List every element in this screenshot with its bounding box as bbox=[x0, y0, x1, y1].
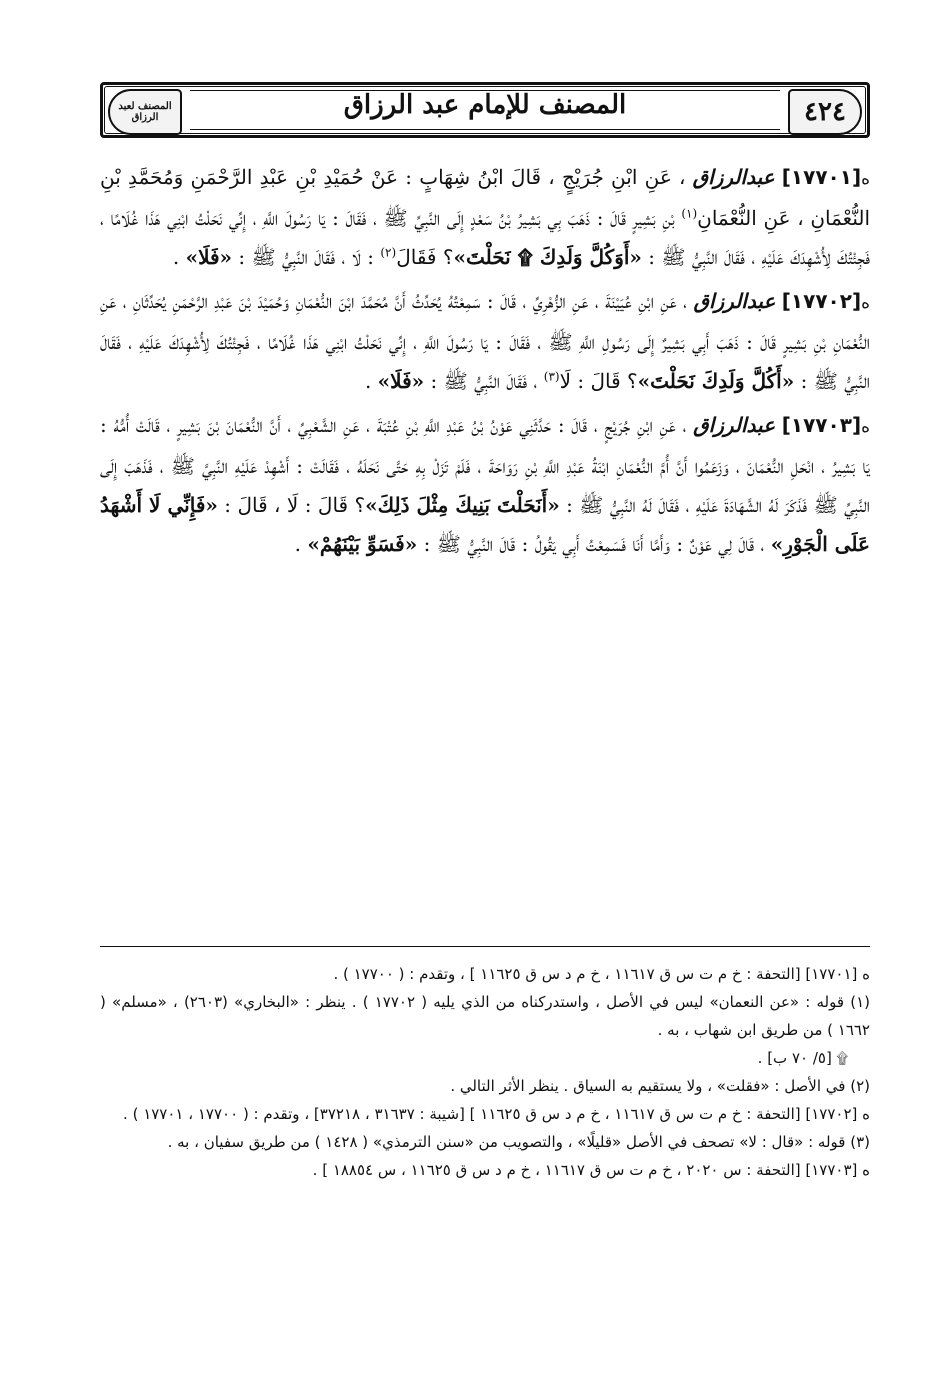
hadith-text: ؟ قَالَ : لَا bbox=[559, 369, 638, 393]
page-header bbox=[100, 82, 870, 138]
footnote-ref: (٢) bbox=[380, 245, 397, 260]
hadith-17702 bbox=[100, 282, 870, 401]
book-title: المصنف للإمام عبد الرزاق bbox=[343, 90, 627, 120]
footnote-tuhfa-17701: ه [١٧٧٠١] [التحفة : خ م ت س ق ١١٦١٧ ، خ م د س ق ١١٦٢٥ ] ، وتقدم : ( ١٧٧٠٠ ) . bbox=[333, 965, 870, 983]
hadith-text: بْنِ بَشِيرٍ قَالَ : ذَهَبَ بِي بَشِيرُ بْنُ سَعْدٍ إِلَى النَّبِيِّ ﷺ ، فَقَالَ : يَا رَسُولَ اللَّهِ ، إِنِّي نَحَلْتُ ابْنِي هَذَا غُلَامًا ، فَجِئْتُكَ لِأُشْهِدَكَ عَلَيْهِ ، فَقَالَ النَّبِيُّ ﷺ : bbox=[100, 206, 870, 269]
hadith-text: . bbox=[172, 245, 186, 269]
author-name: عبدالرزاق bbox=[693, 289, 776, 313]
hadith-text: ، عَنِ ابْنِ جُرَيْجٍ ، قَالَ ابْنُ شِهَابٍ : عَنْ حُمَيْدِ بْنِ عَبْدِ الرَّحْمَنِ وَمُحَمَّدِ بْنِ النُّعْمَانِ ، عَنِ النُّعْمَانِ bbox=[100, 165, 870, 230]
hadith-number: [١٧٧٠٢] bbox=[781, 289, 862, 313]
footnote-1: (١) قوله : «عن النعمان» ليس في الأصل ، واستدركناه من الذي يليه ( ١٧٧٠٢ ) . ينظر : «البخاري» (٢٦٠٣) ، «مسلم» ( ١٦٦٢ ) من طريق ابن شهاب ، به . bbox=[100, 993, 870, 1039]
hadith-text: ؟ قَالَ : لَا ، قَالَ : bbox=[217, 493, 366, 517]
hadith-text: ، عَنِ ابْنِ جُرَيْجٍ ، قَالَ : حَدَّثَنِي عَوْنُ بْنُ عَبْدِ اللَّهِ بْنِ عُتْبَةَ ، عَنِ الشَّعْبِيِّ ، أَنَّ النُّعْمَانَ بْنَ بَشِيرٍ ، قَالَتْ أُمُّهُ : يَا بَشِيرُ ، انْحَلِ النُّعْمَانَ ، وَزَعَمُوا أَنَّ أُمَّ النُّعْمَانِ ابْنَةُ عَبْدِ اللَّهِ بْنِ رَوَاحَةَ ، فَلَمْ تَزَلْ بِهِ حَتَّى نَحَلَهُ ، فَقَالَتْ : أَشْهِدْ عَلَيْهِ النَّبِيَّ ﷺ ، فَذَهَبَ إِلَى النَّبِيِّ ﷺ فَذَكَرَ لَهُ الشَّهَادَةَ عَلَيْهِ ، فَقَالَ لَهُ النَّبِيُّ ﷺ : bbox=[100, 413, 870, 517]
prophet-quote: «فَسَوِّ بَيْنَهُمْ» bbox=[307, 532, 418, 556]
book-logo: المصنف لعبد الرزاق bbox=[118, 101, 172, 123]
book-logo-cartouche bbox=[108, 89, 182, 135]
prophet-quote: «فَلَا» bbox=[377, 369, 425, 393]
footnote-tuhfa-17703: ه [١٧٧٠٣] [التحفة : س ٢٠٢٠ ، خ م ت س ق ١١٦١٧ ، خ م د س ق ١١٦٢٥ ، س ١٨٨٥٤ ] . bbox=[312, 1161, 870, 1179]
hadith-text: ؟ فَقَالَ bbox=[396, 245, 454, 269]
hadith-text: . bbox=[294, 532, 308, 556]
prophet-quote: «أَنَحَلْتَ بَنِيكَ مِثْلَ ذَلِكَ» bbox=[365, 493, 560, 517]
hadith-text: ، قَالَ لِي عَوْنٌ : وَأَمَّا أَنَا فَسَمِعْتُ أَبِي يَقُولُ : قَالَ النَّبِيُّ ﷺ : bbox=[417, 532, 771, 556]
page-number: ٤٢٤ bbox=[804, 97, 846, 127]
hadith-number: [١٧٧٠٣] bbox=[781, 413, 862, 437]
hadith-text: ، فَقَالَ النَّبِيُّ ﷺ : bbox=[424, 369, 544, 393]
author-name: عبدالرزاق bbox=[692, 165, 775, 189]
footnote-2: (٢) في الأصل : «فقلت» ، ولا يستقيم به السياق . ينظر الأثر التالي . bbox=[450, 1077, 870, 1095]
hadith-text: : لَا ، فَقَالَ النَّبِيُّ ﷺ : bbox=[232, 245, 381, 269]
footnotes bbox=[100, 960, 870, 1184]
hadith-text: . bbox=[364, 369, 378, 393]
author-name: عبدالرزاق bbox=[693, 413, 776, 437]
hadith-17703 bbox=[100, 406, 870, 564]
hadith-number: [١٧٧٠١] bbox=[781, 165, 862, 189]
footnote-folio: ۩ [٥/ ٧٠ ب] . bbox=[757, 1049, 848, 1067]
footnote-tuhfa-17702: ه [١٧٧٠٢] [التحفة : خ م ت س ق ١١٦١٧ ، خ م د س ق ١١٦٢٥ ] [شيبة : ٣١٦٣٧ ، ٣٧٢١٨] ، وتقدم : ( ١٧٧٠٠ ، ١٧٧٠١ ) . bbox=[123, 1105, 870, 1123]
footnote-3: (٣) قوله : «قال : لا» تصحف في الأصل «قليلًا» ، والتصويب من «سنن الترمذي» ( ١٤٢٨ ) من طريق سفيان ، به . bbox=[167, 1133, 870, 1151]
entry-mark-icon: ه bbox=[861, 169, 871, 189]
main-text bbox=[100, 158, 870, 569]
prophet-quote: «أَكُلَّ وَلَدِكَ نَحَلْتَ» bbox=[637, 369, 795, 393]
prophet-quote: «فَلَا» bbox=[185, 245, 233, 269]
entry-mark-icon: ه bbox=[861, 293, 871, 313]
entry-mark-icon: ه bbox=[861, 417, 870, 437]
prophet-quote: «أَوَكُلَّ وَلَدِكَ ۩ نَحَلْتَ» bbox=[453, 245, 642, 269]
footnote-ref: (٣) bbox=[543, 369, 560, 384]
hadith-text: ، عَنِ ابْنِ عُيَيْنَةَ ، عَنِ الزُّهْرِيِّ ، قَالَ : سَمِعْتُهُ يُحَدِّثُ أَنَّ مُحَمَّدَ ابْنَ النُّعْمَانِ وَحُمَيْدَ بْنَ عَبْدِ الرَّحْمَنِ يُحَدِّثَانِ ، عَنِ النُّعْمَانِ بْنِ بَشِيرٍ قَالَ : ذَهَبَ أَبِي بَشِيرٌ إِلَى رَسُولِ اللَّهِ ﷺ ، فَقَالَ : يَا رَسُولَ اللَّهِ ، إِنِّي نَحَلْتُ ابْنِي هَذَا غُلَامًا ، فَجِئْتُكَ لِأُشْهِدَكَ عَلَيْهِ ، فَقَالَ النَّبِيُّ ﷺ : bbox=[100, 289, 870, 393]
footnote-ref: (١) bbox=[681, 206, 698, 221]
prophet-quote: «فَإِنِّي لَا أَشْهَدُ عَلَى الْجَوْرِ» bbox=[100, 493, 870, 556]
hadith-17701 bbox=[100, 158, 870, 277]
footnote-divider bbox=[100, 946, 870, 947]
